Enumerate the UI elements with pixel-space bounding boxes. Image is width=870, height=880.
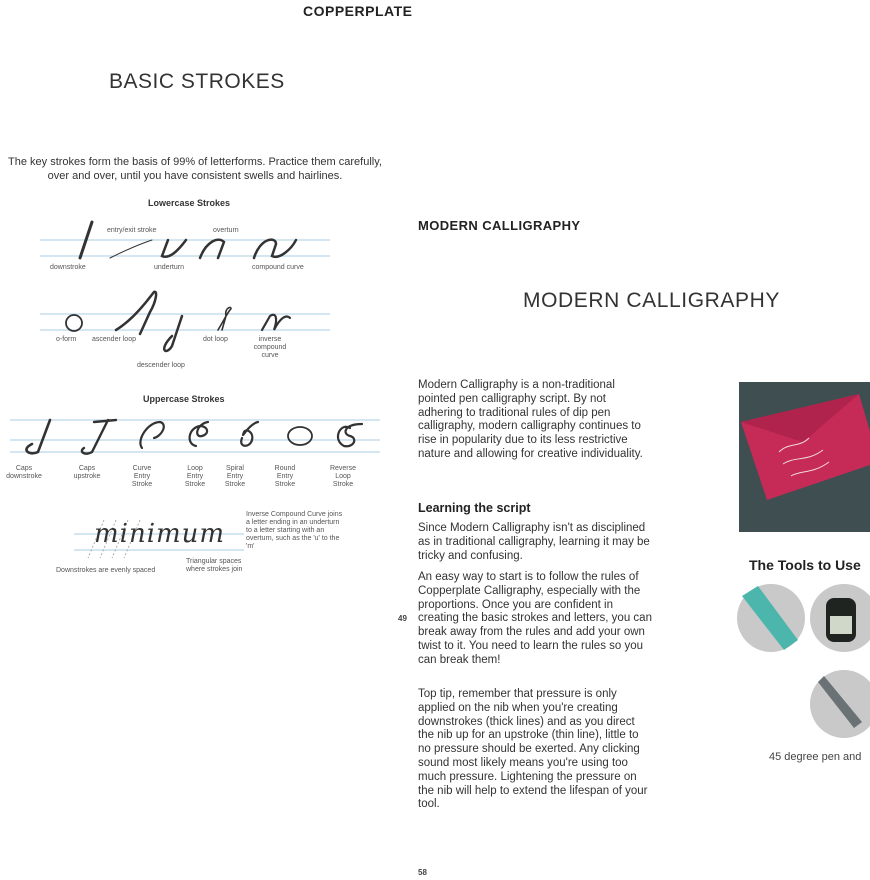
label-caps-upstroke: Caps upstroke [73, 465, 101, 480]
note-evenly-spaced: Downstrokes are evenly spaced [56, 567, 156, 574]
label-loop-entry: Loop Entry Stroke [184, 465, 206, 488]
note-inverse-compound: Inverse Compound Curve joins a letter ending in an underturn to a letter starting with an overturn, such as the 'u' to the 'm' [246, 511, 343, 550]
basic-strokes-title: BASIC STROKES [109, 70, 285, 93]
learning-heading: Learning the script [418, 501, 531, 515]
basic-strokes-intro: The key strokes form the basis of 99% of letterforms. Practice them carefully, over and over, until you have consistent swells and hairlines. [8, 156, 382, 182]
minimum-word: minimum [94, 519, 226, 549]
para-disciplined: Since Modern Calligraphy isn't as disciplined as in traditional calligraphy, learning it may be tricky and confusing. [418, 522, 650, 562]
label-entry-exit: entry/exit stroke [107, 227, 157, 234]
label-descender-loop: descender loop [137, 362, 185, 369]
envelope-image [739, 382, 870, 532]
label-reverse-loop: Reverse Loop Stroke [329, 465, 357, 488]
tools-heading: The Tools to Use [749, 557, 861, 573]
pen-caption: 45 degree pen and [769, 751, 862, 763]
label-inverse-compound: inverse compound curve [253, 336, 287, 359]
para-top-tip: Top tip, remember that pressure is only applied on the nib when you're creating downstrokes (thick lines) and as you direct the nib up for an upstroke (thin line), little to no pressure should be exerted. Any clicking sound most likely means you're using too much pressure. Lightening the pressure on the nib will help to extend the lifespan of your tool. [418, 688, 648, 811]
label-ascender-loop: ascender loop [92, 336, 136, 343]
label-overturn: overturn [213, 227, 239, 234]
uppercase-heading: Uppercase Strokes [143, 394, 225, 404]
folio-bottom: 58 [418, 868, 427, 877]
note-triangular: Triangular spaces where strokes join [186, 558, 243, 573]
modern-calligraphy-title: MODERN CALLIGRAPHY [523, 289, 781, 312]
tools-illustration [736, 582, 870, 742]
folio-inner: 49 [398, 614, 407, 623]
label-curve-entry: Curve Entry Stroke [131, 465, 153, 488]
label-dot-loop: dot loop [203, 336, 228, 343]
para-easy-way: An easy way to start is to follow the rules of Copperplate Calligraphy, especially with the proportions. Once you are confident in creating the basic strokes and letters, you can break away from the rules and add your own twist to it. You need to learn the rules so you can break them! [418, 571, 652, 666]
label-spiral-entry: Spiral Entry Stroke [224, 465, 246, 488]
uppercase-strokes [10, 412, 380, 460]
envelope-photo [739, 382, 870, 532]
lowercase-strokes-row1 [40, 218, 330, 264]
modern-intro: Modern Calligraphy is a non-traditional pointed pen calligraphy script. By not adhering to traditional rules of dip pen calligraphy, modern calligraphy continues to rise in popularity due to its less restrictive nature and allowing for creative individuality. [418, 379, 643, 460]
label-round-entry: Round Entry Stroke [274, 465, 296, 488]
label-underturn: underturn [154, 264, 184, 271]
label-compound-curve: compound curve [252, 264, 304, 271]
running-head: COPPERPLATE [303, 3, 413, 19]
label-downstroke: downstroke [50, 264, 86, 271]
label-o-form: o-form [56, 336, 77, 343]
label-caps-downstroke: Caps downstroke [6, 465, 42, 480]
modern-section-label: MODERN CALLIGRAPHY [418, 218, 581, 233]
lowercase-heading: Lowercase Strokes [148, 198, 231, 208]
